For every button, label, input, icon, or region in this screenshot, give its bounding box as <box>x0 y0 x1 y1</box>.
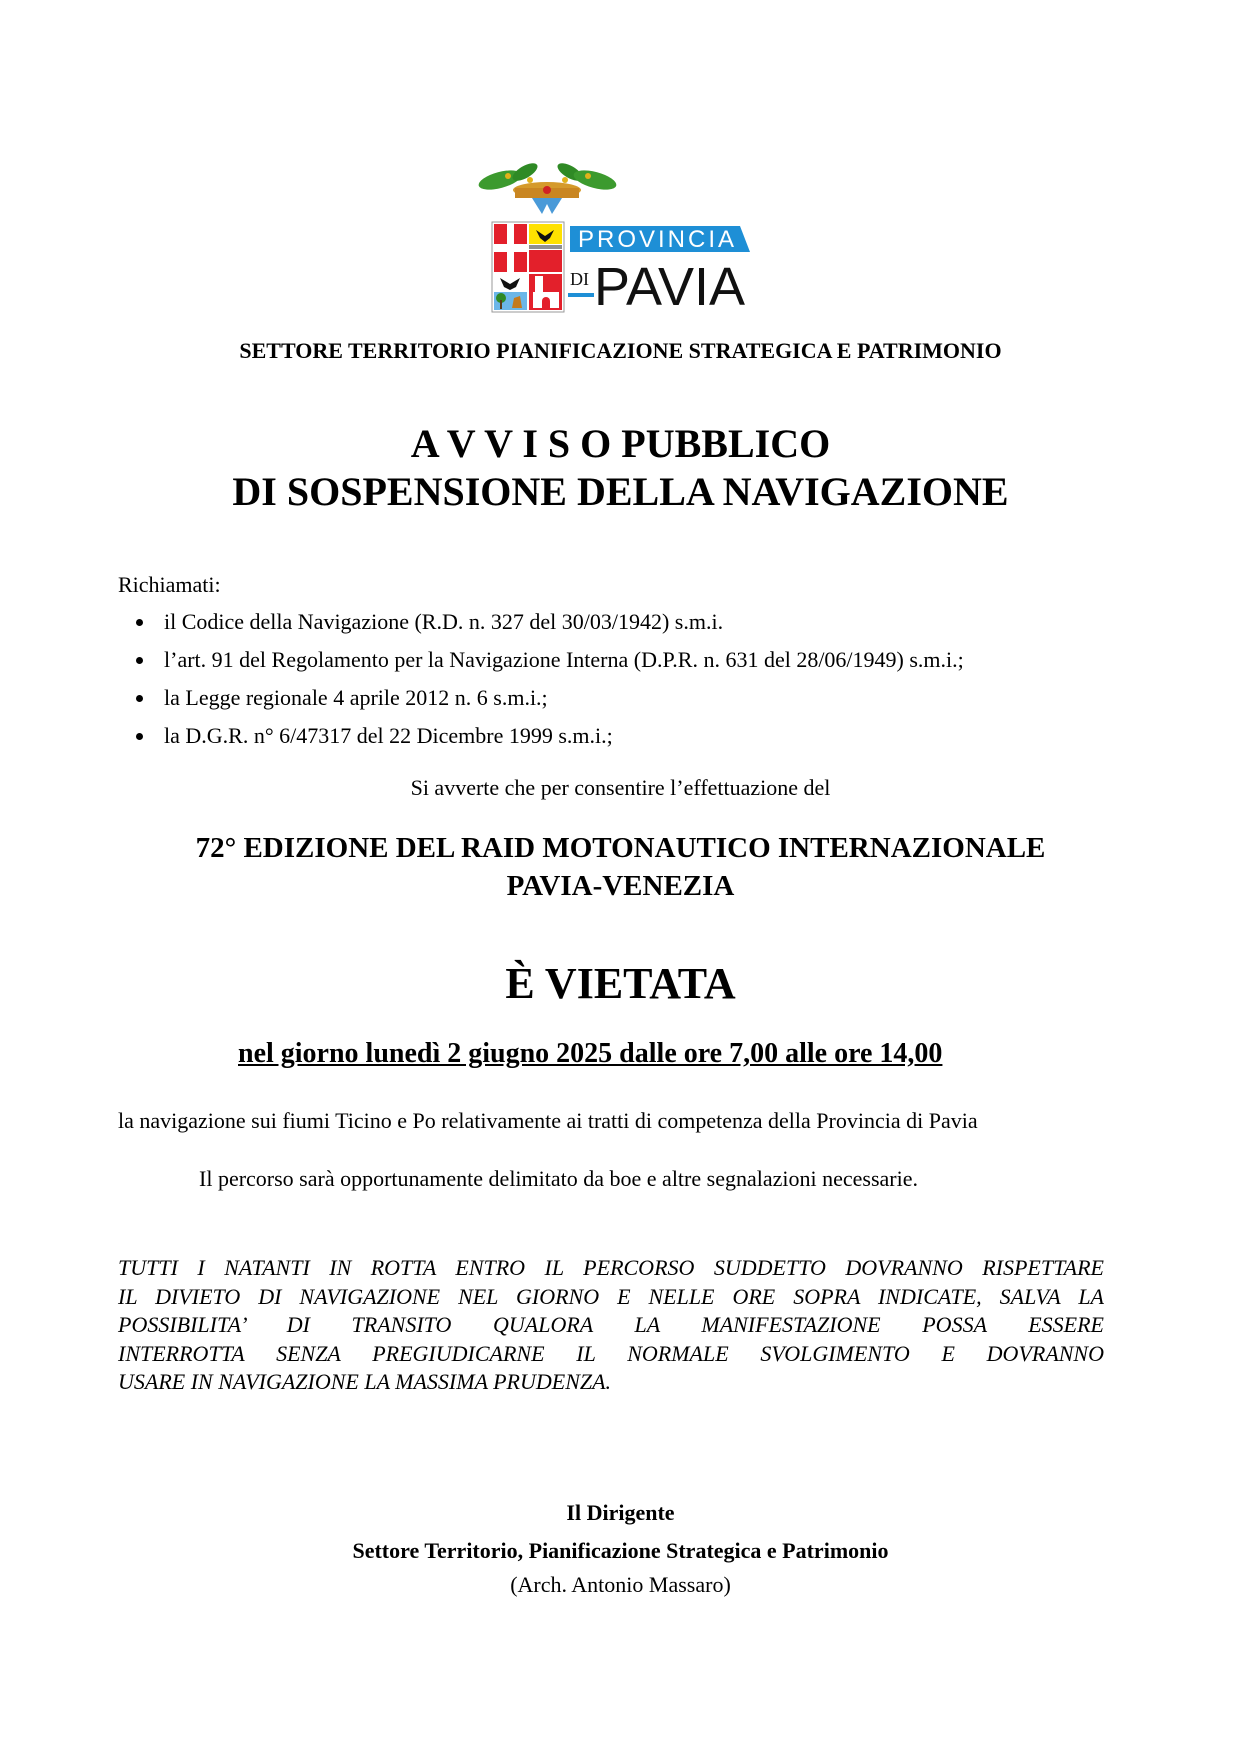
warning-line: POSSIBILITA’ DI TRANSITO QUALORA LA MANIFESTAZIONE POSSA ESSERE <box>118 1312 1104 1337</box>
signatory-department: Settore Territorio, Pianificazione Strategica e Patrimonio <box>352 1538 889 1563</box>
recital-text: l’art. 91 del Regolamento per la Navigazione Interna (D.P.R. n. 631 del 28/06/1949) s.m.i.; <box>164 647 964 672</box>
coat-of-arms-icon <box>470 160 790 315</box>
recital-text: il Codice della Navigazione (R.D. n. 327 del 30/03/1942) s.m.i. <box>164 609 724 634</box>
bullet-icon <box>136 657 143 664</box>
vessel-warning <box>118 1254 1104 1397</box>
bullet-icon <box>136 733 143 740</box>
recital-item <box>130 609 964 647</box>
prohibition-heading: È VIETATA <box>505 959 736 1008</box>
recital-item <box>130 647 964 685</box>
warning-line: IL DIVIETO DI NAVIGAZIONE NEL GIORNO E NELLE ORE SOPRA INDICATE, SALVA LA <box>118 1283 1104 1309</box>
recitals-list <box>130 609 964 761</box>
logo-provincia-text: PROVINCIA <box>578 226 738 253</box>
warning-line: USARE IN NAVIGAZIONE LA MASSIMA PRUDENZA. <box>118 1369 612 1394</box>
notice-intro: Si avverte che per consentire l’effettuazione del <box>410 775 831 800</box>
recital-item <box>130 723 964 761</box>
bullet-icon <box>136 619 143 626</box>
event-title-line-1: 72° EDIZIONE DEL RAID MOTONAUTICO INTERNAZIONALE <box>195 832 1046 864</box>
recital-item <box>130 685 964 723</box>
shield-icon <box>492 222 564 312</box>
recitals-label: Richiamati: <box>118 572 221 597</box>
warning-line: INTERROTTA SENZA PREGIUDICARNE IL NORMALE SVOLGIMENTO E DOVRANNO <box>118 1340 1104 1366</box>
notice-title-line-1: A V V I S O PUBBLICO <box>410 421 831 466</box>
recital-text: la D.G.R. n° 6/47317 del 22 Dicembre 1999 s.m.i.; <box>164 723 613 748</box>
route-marking-note: Il percorso sarà opportunamente delimitato da boe e altre segnalazioni necessarie. <box>199 1166 918 1191</box>
logo-pavia-text: PAVIA <box>594 257 746 315</box>
sector-header: SETTORE TERRITORIO PIANIFICAZIONE STRATEGICA E PATRIMONIO <box>239 338 1002 363</box>
prohibition-date: nel giorno lunedì 2 giugno 2025 dalle ore 7,00 alle ore 14,00 <box>238 1038 943 1069</box>
provincia-banner <box>570 226 750 253</box>
logo-di-text: DI <box>570 269 589 289</box>
recital-text: la Legge regionale 4 aprile 2012 n. 6 s.m.i.; <box>164 685 548 710</box>
pavia-wordmark <box>568 257 745 315</box>
bullet-icon <box>136 695 143 702</box>
event-title-line-2: PAVIA-VENEZIA <box>506 870 735 902</box>
crown-icon <box>513 182 581 214</box>
warning-line: TUTTI I NATANTI IN ROTTA ENTRO IL PERCORSO SUDDETTO DOVRANNO RISPETTARE <box>118 1255 1104 1280</box>
notice-title-line-2: DI SOSPENSIONE DELLA NAVIGAZIONE <box>232 469 1009 514</box>
signatory-name: (Arch. Antonio Massaro) <box>510 1572 731 1597</box>
navigation-scope: la navigazione sui fiumi Ticino e Po relativamente ai tratti di competenza della Provincia di Pavia <box>118 1108 978 1133</box>
provincia-di-pavia-logo <box>470 160 790 315</box>
signatory-title: Il Dirigente <box>566 1500 675 1525</box>
